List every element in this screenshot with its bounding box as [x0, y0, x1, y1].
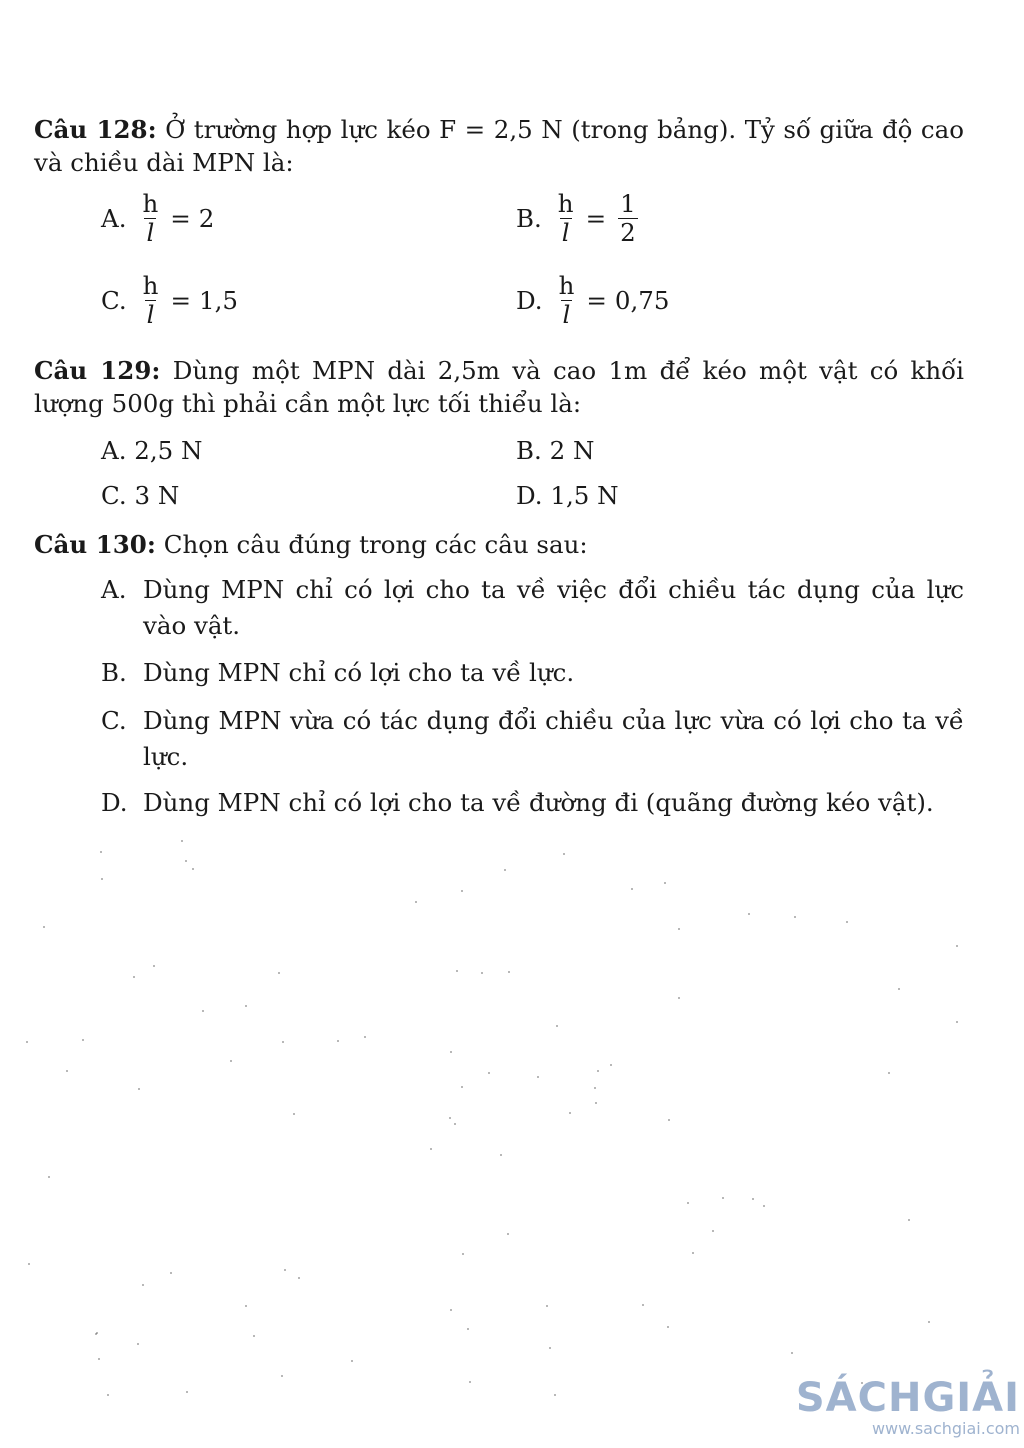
equals-sign: = [170, 204, 191, 233]
speck [692, 1252, 694, 1254]
speck [481, 972, 483, 974]
speck [668, 1119, 670, 1121]
fraction-denominator: l [561, 218, 570, 247]
speck [508, 971, 510, 973]
speck [138, 1088, 140, 1090]
option-value: 1,5 [198, 286, 238, 315]
q130-option-a [101, 572, 964, 644]
speck [364, 1036, 366, 1038]
option-text: 1,5 N [550, 481, 619, 510]
question-128 [34, 113, 964, 179]
option-letter: D. [516, 286, 543, 315]
speck [28, 1263, 30, 1265]
q128-option-d [516, 272, 669, 329]
speck [610, 1064, 612, 1066]
speck [956, 1021, 958, 1023]
fraction-numerator: h [558, 271, 575, 300]
option-letter: D. [101, 788, 128, 817]
option-text: 3 N [134, 481, 180, 510]
speck [597, 1070, 599, 1072]
speck [752, 1198, 754, 1200]
speck [337, 1040, 339, 1042]
speck [500, 1154, 502, 1156]
speck [101, 878, 103, 880]
question-number: Câu 128: [34, 115, 157, 144]
speck [462, 1253, 464, 1255]
speck [712, 1230, 714, 1232]
speck [48, 1176, 50, 1178]
speck [245, 1305, 247, 1307]
option-letter: A. [101, 575, 127, 604]
option-value: 0,75 [614, 286, 670, 315]
q129-option-b [516, 434, 594, 467]
value-fraction [618, 190, 638, 247]
speck [898, 988, 900, 990]
speck [133, 976, 135, 978]
speck [284, 1269, 286, 1271]
speck [245, 1005, 247, 1007]
speck [351, 1360, 353, 1362]
fraction-denominator: l [146, 300, 155, 329]
question-number: Câu 130: [34, 530, 156, 559]
speck [956, 945, 958, 947]
speck [469, 1381, 471, 1383]
speck [554, 1394, 556, 1396]
option-letter: C. [101, 286, 127, 315]
speck [594, 1087, 596, 1089]
fraction-denominator: l [146, 218, 155, 247]
option-letter: B. [101, 658, 127, 687]
value-denominator: 2 [620, 218, 636, 247]
q129-option-d [516, 479, 619, 512]
question-text: Ở trường hợp lực kéo F = 2,5 N (trong bảng). Tỷ số giữa độ cao và chiều dài MPN là: [34, 115, 964, 177]
speck [461, 1086, 463, 1088]
speck [293, 1113, 295, 1115]
speck [450, 1309, 452, 1311]
speck [461, 890, 463, 892]
option-letter: D. [516, 481, 543, 510]
q130-option-c [101, 703, 964, 775]
speck [467, 1328, 469, 1330]
speck [794, 916, 796, 918]
watermark [796, 1375, 1020, 1438]
option-letter: B. [516, 436, 542, 465]
equals-sign: = [170, 286, 191, 315]
speck [569, 1112, 571, 1114]
option-text: 2 N [549, 436, 595, 465]
speck [450, 1051, 452, 1053]
fraction-numerator: h [142, 271, 159, 300]
speck [298, 1277, 300, 1279]
speck [549, 1347, 551, 1349]
option-letter: A. [101, 204, 127, 233]
q128-option-b [516, 190, 642, 247]
speck [98, 1358, 100, 1360]
speck [230, 1060, 232, 1062]
speck [537, 1076, 539, 1078]
option-text: Dùng MPN chỉ có lợi cho ta về lực. [143, 658, 575, 687]
question-text: Dùng một MPN dài 2,5m và cao 1m để kéo một vật có khối lượng 500g thì phải cần một lực tối thiểu là: [34, 356, 964, 418]
speck [846, 921, 848, 923]
q130-option-d [101, 785, 964, 821]
option-letter: C. [101, 706, 127, 735]
speck [722, 1197, 724, 1199]
speck [192, 868, 194, 870]
fraction-numerator: h [557, 189, 574, 218]
speck [563, 853, 565, 855]
speck [454, 1123, 456, 1125]
speck [253, 1335, 255, 1337]
fraction [556, 190, 576, 247]
speck [748, 913, 750, 915]
option-letter: A. [101, 436, 127, 465]
speck [137, 1343, 139, 1345]
speck [664, 882, 666, 884]
speck [504, 869, 506, 871]
option-letter: B. [516, 204, 542, 233]
equals-sign: = [586, 286, 607, 315]
option-text: Dùng MPN chỉ có lợi cho ta về đường đi (quãng đường kéo vật). [143, 788, 934, 817]
speck [928, 1321, 930, 1323]
option-text: Dùng MPN chỉ có lợi cho ta về việc đổi chiều tác dụng của lực vào vật. [143, 575, 964, 640]
speck [282, 1041, 284, 1043]
speck [100, 851, 102, 853]
q129-option-a [101, 434, 202, 467]
speck [556, 1025, 558, 1027]
speck [95, 1333, 97, 1335]
question-number: Câu 129: [34, 356, 161, 385]
q128-option-a [101, 190, 214, 247]
q129-option-c [101, 479, 179, 512]
question-129 [34, 354, 964, 420]
value-numerator: 1 [620, 189, 636, 218]
watermark-url: www.sachgiai.com [871, 1419, 1020, 1438]
speck [449, 1117, 451, 1119]
speck [66, 1070, 68, 1072]
speck [170, 1272, 172, 1274]
speck [26, 1041, 28, 1043]
speck [456, 970, 458, 972]
speck [507, 1233, 509, 1235]
speck [763, 1205, 765, 1207]
speck [281, 1375, 283, 1377]
speck [908, 1219, 910, 1221]
question-text: Chọn câu đúng trong các câu sau: [155, 530, 588, 559]
fraction-numerator: h [142, 189, 159, 218]
speck [142, 1284, 144, 1286]
option-text: Dùng MPN vừa có tác dụng đổi chiều của lực vừa có lợi cho ta về lực. [143, 706, 964, 771]
speck [153, 965, 155, 967]
speck [631, 888, 633, 890]
speck [202, 1010, 204, 1012]
speck [430, 1148, 432, 1150]
speck [82, 1039, 84, 1041]
fraction [557, 272, 577, 329]
speck [415, 901, 417, 903]
speck [642, 1304, 644, 1306]
speck [185, 860, 187, 862]
speck [888, 1072, 890, 1074]
speck [678, 928, 680, 930]
fraction [141, 272, 161, 329]
option-letter: C. [101, 481, 127, 510]
equals-sign: = [585, 204, 607, 233]
speck [791, 1352, 793, 1354]
speck [667, 1326, 669, 1328]
option-text: 2,5 N [134, 436, 203, 465]
question-130 [34, 528, 964, 561]
speck [687, 1202, 689, 1204]
fraction-denominator: l [562, 300, 571, 329]
speck [488, 1072, 490, 1074]
q130-option-b [101, 655, 964, 691]
speck [678, 997, 680, 999]
speck [546, 1305, 548, 1307]
speck [595, 1102, 597, 1104]
speck [43, 926, 45, 928]
watermark-logo: SÁCHGIẢI [795, 1375, 1020, 1421]
speck [278, 972, 280, 974]
q128-option-c [101, 272, 238, 329]
speck [181, 840, 183, 842]
speck [107, 1394, 109, 1396]
fraction [140, 190, 160, 247]
speck [186, 1391, 188, 1393]
option-value: 2 [198, 204, 215, 233]
